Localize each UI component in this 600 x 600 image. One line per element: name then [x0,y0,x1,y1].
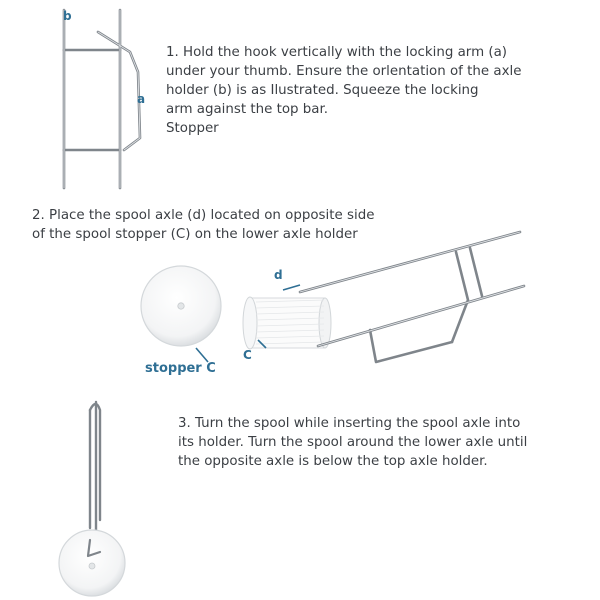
hook-with-spool-illustration [59,402,125,596]
spool-stopper-illustration [141,266,221,362]
hook-horizontal-illustration [300,232,524,362]
hook-vertical-illustration [64,10,140,188]
label-a: a [137,92,146,106]
step1-instructions: 1. Hold the hook vertically with the locking arm (a) under your thumb. Ensure the orlentation of the axle holder (b) is as Ilustrated. Squeeze the locking arm against the top bar. Stopper [166,45,522,136]
step2-instructions: 2. Place the spool axle (d) located on opposite side of the spool stopper (C) on the lower axle holder [32,208,375,242]
step3-instructions: 3. Turn the spool while inserting the spool axle into its holder. Turn the spool around the lower axle until the opposite axle is below the top axle holder. [178,416,528,469]
thread-spool-illustration [243,285,331,349]
label-d: d [274,268,283,282]
stopper-c-label: stopper C [145,361,216,376]
label-c: C [243,348,252,362]
label-b: b [63,9,72,23]
